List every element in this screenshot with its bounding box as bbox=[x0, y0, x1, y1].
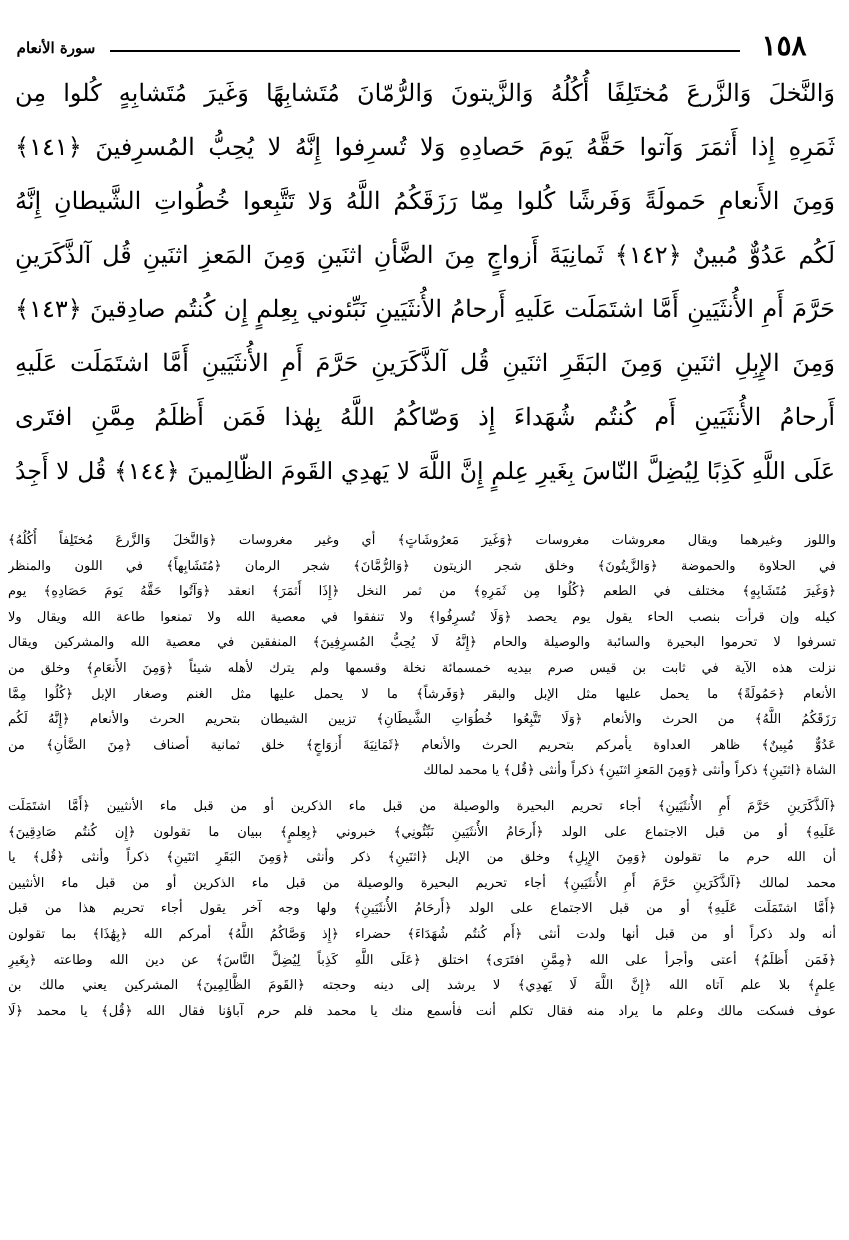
commentary-line: الشاة ﴿اثنَينِ﴾ ذكراً وأنثى ﴿وَمِنَ المَعزِ اثنَينِ﴾ ذكراً وأنثى ﴿قُل﴾ يا محمد لمالك bbox=[423, 763, 836, 779]
verse-line: حَرَّمَ أَمِ الأُنثَيَينِ أَمَّا اشتَمَلَت عَلَيهِ أَرحامُ الأُنثَيَينِ نَبِّئوني بِعِلمٍ إِن كُنتُم صادِقينَ ﴿١٤٣﴾ bbox=[15, 295, 835, 323]
header-rule bbox=[110, 50, 740, 52]
verse-line: وَمِنَ الإِبِلِ اثنَينِ وَمِنَ البَقَرِ اثنَينِ قُل آلذَّكَرَينِ حَرَّمَ أَمِ الأُنثَيَينِ أَمَّا اشتَمَلَت عَلَيهِ bbox=[15, 349, 835, 377]
commentary-line: كيله وإن قرأت بنصب الحاء يقول يوم يحصد ﴿وَلَا تُسرِفُوا﴾ ولا تنفقوا في معصية الله ولا تمنعوا طاعة الله ويقال ولا bbox=[8, 609, 836, 625]
commentary-line: ﴿آلذَّكَرَينِ حَرَّمَ أَمِ الأُنثَيَينِ﴾ أجاء تحريم البحيرة والوصيلة من قبل ماء الذكرين أو من قبل ماء الأنثيين ﴿أَمَّا اشتَمَلَت bbox=[8, 798, 836, 814]
commentary-line: عوف فسكت مالك وعلم ما يراد منه فقال تكلم أنت فأسمع منك يا محمد فلم حرم آباؤنا فقال الله ﴿قُل﴾ يا محمد ﴿لَا bbox=[8, 1003, 836, 1019]
commentary-line: عَلَيهِ﴾ أو من قبل الاجتماع على الولد ﴿أَرحَامُ الأُنثَيَينِ نَبِّئُونِي﴾ خبروني ﴿بِعِلمٍ﴾ ببيان ما تقولون ﴿إِن كُنتُم صَادِقِينَ﴾ bbox=[8, 824, 836, 840]
commentary-line: رَزَقَكُمُ اللَّهُ﴾ من الحرث والأنعام ﴿وَلَا تَتَّبِعُوا خُطُوَاتِ الشَّيطَانِ﴾ تزيين الشيطان بتحريم الحرث والأنعام ﴿إِنَّهُ لَكُم bbox=[8, 712, 836, 728]
commentary-line: تسرفوا لا تحرموا البحيرة والسائبة والوصيلة والحام ﴿إِنَّهُ لَا يُحِبُّ المُسرِفِينَ﴾ المنفقين في معصية الله والمشركين ويقال bbox=[8, 635, 836, 651]
commentary-line: نزلت هذه الآية في ثابت بن قيس صرم بيديه خمسمائة نخلة وقسمها ولم يترك لأهله شيئاً ﴿وَمِنَ الأَنعَامِ﴾ وخلق من bbox=[8, 660, 836, 676]
verse-line: وَالنَّخلَ وَالزَّرعَ مُختَلِفًا أُكُلُهُ وَالزَّيتونَ وَالرُّمّانَ مُتَشابِهًا وَغَيرَ مُتَشابِهٍ كُلوا مِن bbox=[15, 79, 835, 107]
page-number: ١٥٨ bbox=[761, 29, 807, 62]
commentary-line: الأنعام ﴿حَمُولَةً﴾ ما يحمل عليها مثل الإبل والبقر ﴿وَفَرشاً﴾ ما لا يحمل عليها مثل الغنم وصغار الإبل ﴿كُلُوا مِمَّا bbox=[8, 686, 836, 702]
commentary-line: محمد لمالك ﴿آلذَّكَرَينِ حَرَّمَ أَمِ الأُنثَيَينِ﴾ أجاء تحريم البحيرة والوصيلة من قبل ماء الذكرين أو من قبل ماء الأنثيين bbox=[8, 875, 836, 891]
verse-line: ثَمَرِهِ إِذا أَثمَرَ وَآتوا حَقَّهُ يَومَ حَصادِهِ وَلا تُسرِفوا إِنَّهُ لا يُحِبُّ المُسرِفينَ ﴿١٤١﴾ bbox=[15, 133, 835, 161]
verse-line: لَكُم عَدُوٌّ مُبينٌ ﴿١٤٢﴾ ثَمانِيَةَ أَزواجٍ مِنَ الضَّأنِ اثنَينِ وَمِنَ المَعزِ اثنَينِ قُل آلذَّكَرَينِ bbox=[15, 241, 835, 269]
verse-line: أَرحامُ الأُنثَيَينِ أَم كُنتُم شُهَداءَ إِذ وَصّاكُمُ اللَّهُ بِهٰذا فَمَن أَظلَمُ مِمَّنِ افتَرى bbox=[15, 403, 835, 431]
commentary-line: أن الله حرم ما تقولون ﴿وَمِنَ الإِبِلِ﴾ وخلق من الإبل ﴿اثنَينِ﴾ ذكر وأنثى ﴿وَمِنَ البَقَرِ اثنَينِ﴾ ذكراً وأنثى ﴿قُل﴾ يا bbox=[8, 850, 836, 866]
commentary-line: ﴿وَغَيرَ مُتَشَابِهٍ﴾ مختلف في الطعم ﴿كُلُوا مِن ثَمَرِهِ﴾ من ثمر النخل ﴿إِذَا أَثمَرَ﴾ انعقد ﴿وَآتُوا حَقَّهُ يَومَ حَصَادِهِ﴾ يوم bbox=[8, 584, 836, 600]
verse-line: عَلَى اللَّهِ كَذِبًا لِيُضِلَّ النّاسَ بِغَيرِ عِلمٍ إِنَّ اللَّهَ لا يَهدِي القَومَ الظّالِمينَ ﴿١٤٤﴾ قُل لا أَجِدُ bbox=[15, 457, 835, 485]
commentary-line: أنه ولد ذكراً أو من قبل أنها ولدت أنثى ﴿أَم كُنتُم شُهَدَاءَ﴾ حضراء ﴿إِذ وَصَّاكُمُ اللَّهُ﴾ أمركم الله ﴿بِهَٰذَا﴾ بما تقولون bbox=[8, 926, 836, 942]
commentary-line: عِلمٍ﴾ بلا علم آتاه الله ﴿إِنَّ اللَّهَ لَا يَهدِي﴾ لا يرشد إلى دينه وحجته ﴿القَومَ الظَّالِمِينَ﴾ المشركين يعني مالك بن bbox=[8, 978, 836, 994]
surah-name: سورة الأنعام bbox=[16, 39, 96, 57]
commentary-line: في الحلاوة والحموضة ﴿وَالزَّيتُونَ﴾ وخلق شجر الزيتون ﴿وَالرُّمَّانَ﴾ شجر الرمان ﴿مُتَشَابِهاً﴾ في اللون والمنظر bbox=[8, 558, 836, 574]
paragraph-gap bbox=[8, 784, 836, 794]
commentary-line: ﴿أَمَّا اشتَمَلَت عَلَيهِ﴾ أو من قبل الاجتماع على الولد ﴿أَرحَامُ الأُنثَيَينِ﴾ ولها وجه آخر يقول أجاء تحريم هذا من قبل bbox=[8, 901, 836, 917]
verse-line: وَمِنَ الأَنعامِ حَمولَةً وَفَرشًا كُلوا مِمّا رَزَقَكُمُ اللَّهُ وَلا تَتَّبِعوا خُطُواتِ الشَّيطانِ إِنَّهُ bbox=[15, 187, 835, 215]
commentary-line: واللوز وغيرهما ويقال معروشات مغروسات ﴿وَغَيرَ مَعرُوشَاتٍ﴾ أي وغير مغروسات ﴿وَالنَّخلَ وَالزَّرعَ مُختَلِفاً أُكُلُهُ﴾ bbox=[8, 533, 836, 548]
commentary-line: ﴿فَمَن أَظلَمُ﴾ أعتى وأجرأ على الله ﴿مِمَّنِ افتَرَى﴾ اختلق ﴿عَلَى اللَّهِ كَذِباً لِيُضِلَّ النَّاسَ﴾ عن دين الله وطاعته ﴿بِغَيرِ bbox=[8, 952, 836, 968]
tafsir-commentary bbox=[8, 528, 836, 1024]
quran-verses bbox=[15, 66, 835, 498]
commentary-line: عَدُوٌّ مُبِينٌ﴾ ظاهر العداوة يأمركم بتحريم الحرث والأنعام ﴿ثَمَانِيَةَ أَزوَاجٍ﴾ خلق ثمانية أصناف ﴿مِنَ الضَّأنِ﴾ من bbox=[8, 737, 836, 753]
